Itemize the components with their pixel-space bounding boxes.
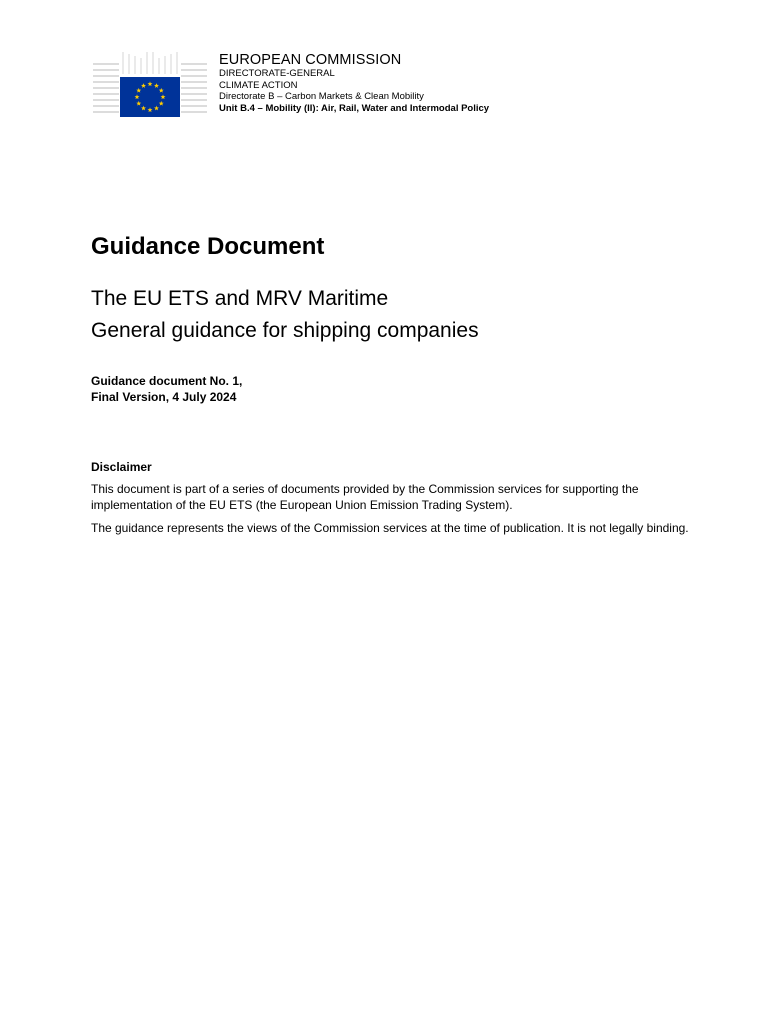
disclaimer-heading: Disclaimer <box>91 460 152 474</box>
title-line: The EU ETS and MRV Maritime <box>91 287 389 310</box>
subtitle-line: General guidance for shipping companies <box>91 319 479 342</box>
eu-flag-icon <box>91 50 209 118</box>
disclaimer-paragraph: This document is part of a series of documents provided by the Commission services for supporting the implementation of the EU ETS (the European Union Emission Trading System). <box>91 482 639 512</box>
directorate-name: Directorate B – Carbon Markets & Clean Mobility <box>219 91 424 102</box>
disclaimer-section <box>91 459 691 545</box>
document-number: Guidance document No. 1, <box>91 374 243 388</box>
version-date: Final Version, 4 July 2024 <box>91 390 237 404</box>
document-title <box>91 283 711 347</box>
organization-name: EUROPEAN COMMISSION <box>219 52 402 68</box>
disclaimer-paragraph: The guidance represents the views of the Commission services at the time of publication. It is not legally binding. <box>91 521 689 535</box>
organization-block <box>219 52 679 114</box>
dg-name: CLIMATE ACTION <box>219 79 298 91</box>
letterhead <box>91 50 691 120</box>
unit-name: Unit B.4 – Mobility (II): Air, Rail, Water and Intermodal Policy <box>219 102 490 114</box>
document-type-heading: Guidance Document <box>91 233 325 260</box>
directorate-general-label: DIRECTORATE-GENERAL <box>219 68 335 79</box>
version-info <box>91 373 691 405</box>
